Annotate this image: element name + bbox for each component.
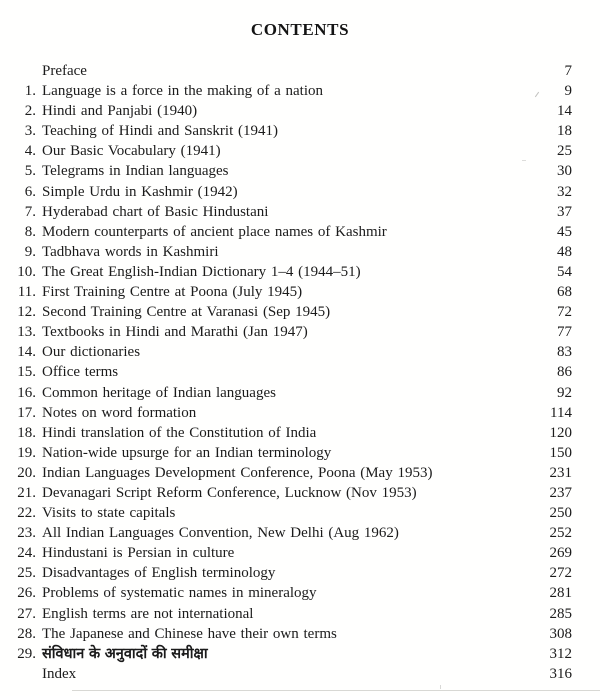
toc-entry-number: 16. <box>17 384 36 401</box>
toc-entry-page: 250 <box>549 505 572 522</box>
toc-entry <box>0 161 572 181</box>
toc-entry-title: Index <box>42 665 77 682</box>
toc-entry-number: 18. <box>17 424 36 441</box>
toc-entry-title: The Japanese and Chinese have their own terms <box>42 625 337 642</box>
toc-entry <box>0 624 572 644</box>
toc-entry-title: First Training Centre at Poona (July 1945) <box>42 284 303 301</box>
toc-entry-number: 4. <box>24 143 36 160</box>
toc-entry-number: 27. <box>17 605 36 622</box>
toc-entry <box>0 362 572 382</box>
toc-entry-page: 7 <box>564 63 572 79</box>
toc-entry <box>0 182 572 202</box>
toc-entry <box>0 101 572 121</box>
toc-entry-page: 30 <box>557 163 572 180</box>
toc-entry-title: Second Training Centre at Varanasi (Sep 1945) <box>42 304 331 321</box>
toc-entry <box>0 262 572 282</box>
toc-entry-title: Nation-wide upsurge for an Indian terminology <box>42 444 332 461</box>
toc-entry-page: 14 <box>557 103 572 120</box>
toc-entry-title: Tadbhava words in Kashmiri <box>42 243 219 260</box>
toc-entry-page: 308 <box>549 625 572 642</box>
scan-speck <box>522 160 526 161</box>
toc-entry-page: 316 <box>549 665 572 682</box>
toc-entry-number: 8. <box>24 223 36 240</box>
toc-entry-number: 21. <box>17 484 36 501</box>
toc-entry <box>0 202 572 222</box>
toc-entry <box>0 81 572 101</box>
toc-entry-page: 269 <box>549 545 572 562</box>
toc-entry-number: 23. <box>17 525 36 542</box>
page-title: CONTENTS <box>250 20 350 39</box>
toc-entry <box>0 443 572 463</box>
toc-entry-title: Visits to state capitals <box>42 505 176 522</box>
toc-entry-title: The Great English-Indian Dictionary 1–4 (1944–51) <box>42 263 361 280</box>
toc-entry <box>0 543 572 563</box>
toc-entry-number: 22. <box>17 505 36 522</box>
toc-entry-page: 25 <box>557 143 572 160</box>
toc-entry-page: 252 <box>549 525 572 542</box>
toc-entry <box>0 463 572 483</box>
toc-entry-number: 3. <box>24 123 36 140</box>
toc-entry-page: 86 <box>557 364 572 381</box>
toc-entry <box>0 423 572 443</box>
toc-entry-title: Modern counterparts of ancient place names of Kashmir <box>42 223 387 240</box>
scan-speck <box>440 685 441 689</box>
toc-entry-page: 9 <box>564 83 572 100</box>
toc-entry-page: 68 <box>557 284 572 301</box>
toc-entry-title: Hindi translation of the Constitution of India <box>42 424 317 441</box>
toc-entry-title: English terms are not international <box>42 605 254 622</box>
toc-entry-page: 45 <box>557 223 572 240</box>
toc-entry-title: Indian Languages Development Conference, Poona (May 1953) <box>42 464 433 481</box>
toc-entry-page: 32 <box>557 183 572 200</box>
toc-entry-title: Problems of systematic names in mineralogy <box>42 585 317 602</box>
toc-entry <box>0 322 572 342</box>
toc-entry-title: Hindustani is Persian in culture <box>42 545 235 562</box>
toc-entry-number: 20. <box>17 464 36 481</box>
toc-entry-page: 77 <box>557 324 572 341</box>
toc-entry-number: 2. <box>24 103 36 120</box>
toc-entry-title: Office terms <box>42 364 119 381</box>
toc-entry-page: 237 <box>549 484 572 501</box>
toc-entry <box>0 222 572 242</box>
toc-entry <box>0 302 572 322</box>
toc-entry-number: 10. <box>17 263 36 280</box>
toc-entry-page: 92 <box>557 384 572 401</box>
toc-entry-page: 48 <box>557 243 572 260</box>
toc-entry-number: 11. <box>17 284 36 301</box>
toc-entry-number: 1. <box>24 83 36 100</box>
toc-entry-page: 83 <box>557 344 572 361</box>
scan-edge-line <box>72 690 600 691</box>
toc-entry <box>0 563 572 583</box>
toc-entry <box>0 121 572 141</box>
toc-entry-number: 24. <box>17 545 36 562</box>
toc-entry <box>0 242 572 262</box>
toc-entry-number: 14. <box>17 344 36 361</box>
toc-entry <box>0 664 572 684</box>
toc-entry-title: Hyderabad chart of Basic Hindustani <box>42 203 269 220</box>
toc-entry <box>0 342 572 362</box>
toc-entry-page: 231 <box>549 464 572 481</box>
toc-entry <box>0 383 572 403</box>
toc-entry-number: 26. <box>17 585 36 602</box>
toc-entry <box>0 403 572 423</box>
toc-entry-number: 7. <box>24 203 36 220</box>
toc-entry <box>0 644 572 664</box>
toc-entry-number: 5. <box>24 163 36 180</box>
toc-entry-title: All Indian Languages Convention, New Delhi (Aug 1962) <box>42 525 399 542</box>
toc-entry-number: 19. <box>17 444 36 461</box>
toc-entry <box>0 583 572 603</box>
toc-entry-number: 6. <box>24 183 36 200</box>
toc-entry-page: 120 <box>549 424 572 441</box>
toc-entry <box>0 483 572 503</box>
toc-entry-number: 12. <box>17 304 36 321</box>
toc-entry-page: 281 <box>549 585 572 602</box>
toc-entry <box>0 282 572 302</box>
toc-entry-page: 37 <box>557 203 572 220</box>
toc-entry-title: Common heritage of Indian languages <box>42 384 276 401</box>
toc-entry-page: 54 <box>557 263 572 280</box>
toc-entry-number: 28. <box>17 625 36 642</box>
toc-entry <box>0 141 572 161</box>
toc-entry-title: Simple Urdu in Kashmir (1942) <box>42 183 238 200</box>
toc-entry-title: Notes on word formation <box>42 404 197 421</box>
toc-entry-title: संविधान के अनुवादों की समीक्षा <box>42 645 208 662</box>
toc-entry-number: 9. <box>24 243 36 260</box>
toc-entry-number: 15. <box>17 364 36 381</box>
toc-entry-number: 29. <box>17 645 36 662</box>
toc-entry-number: 25. <box>17 565 36 582</box>
toc-entry <box>0 61 572 81</box>
toc-entry-title: Textbooks in Hindi and Marathi (Jan 1947) <box>42 324 308 341</box>
toc-entry-number: 13. <box>17 324 36 341</box>
toc-entry-title: Our Basic Vocabulary (1941) <box>42 143 221 160</box>
toc-entry-title: Devanagari Script Reform Conference, Lucknow (Nov 1953) <box>42 484 417 501</box>
toc-entry-page: 150 <box>549 444 572 461</box>
toc-entry-title: Our dictionaries <box>42 344 141 361</box>
toc-entry <box>0 503 572 523</box>
toc-entry-title: Disadvantages of English terminology <box>42 565 276 582</box>
toc-entry-title: Telegrams in Indian languages <box>42 163 229 180</box>
toc-entry-number: 17. <box>17 404 36 421</box>
toc-entry-page: 18 <box>557 123 572 140</box>
toc-entry-page: 114 <box>550 404 572 421</box>
toc-entry-title: Preface <box>42 63 87 79</box>
toc-entry-title: Teaching of Hindi and Sanskrit (1941) <box>42 123 278 140</box>
toc-entry-page: 72 <box>557 304 572 321</box>
toc-entry-page: 312 <box>549 645 572 662</box>
toc-entry <box>0 523 572 543</box>
toc-entry-page: 285 <box>549 605 572 622</box>
toc-entry-title: Hindi and Panjabi (1940) <box>42 103 198 120</box>
toc-list <box>0 61 600 684</box>
toc-entry-title: Language is a force in the making of a nation <box>42 83 323 100</box>
toc-entry-page: 272 <box>549 565 572 582</box>
toc-entry <box>0 604 572 624</box>
